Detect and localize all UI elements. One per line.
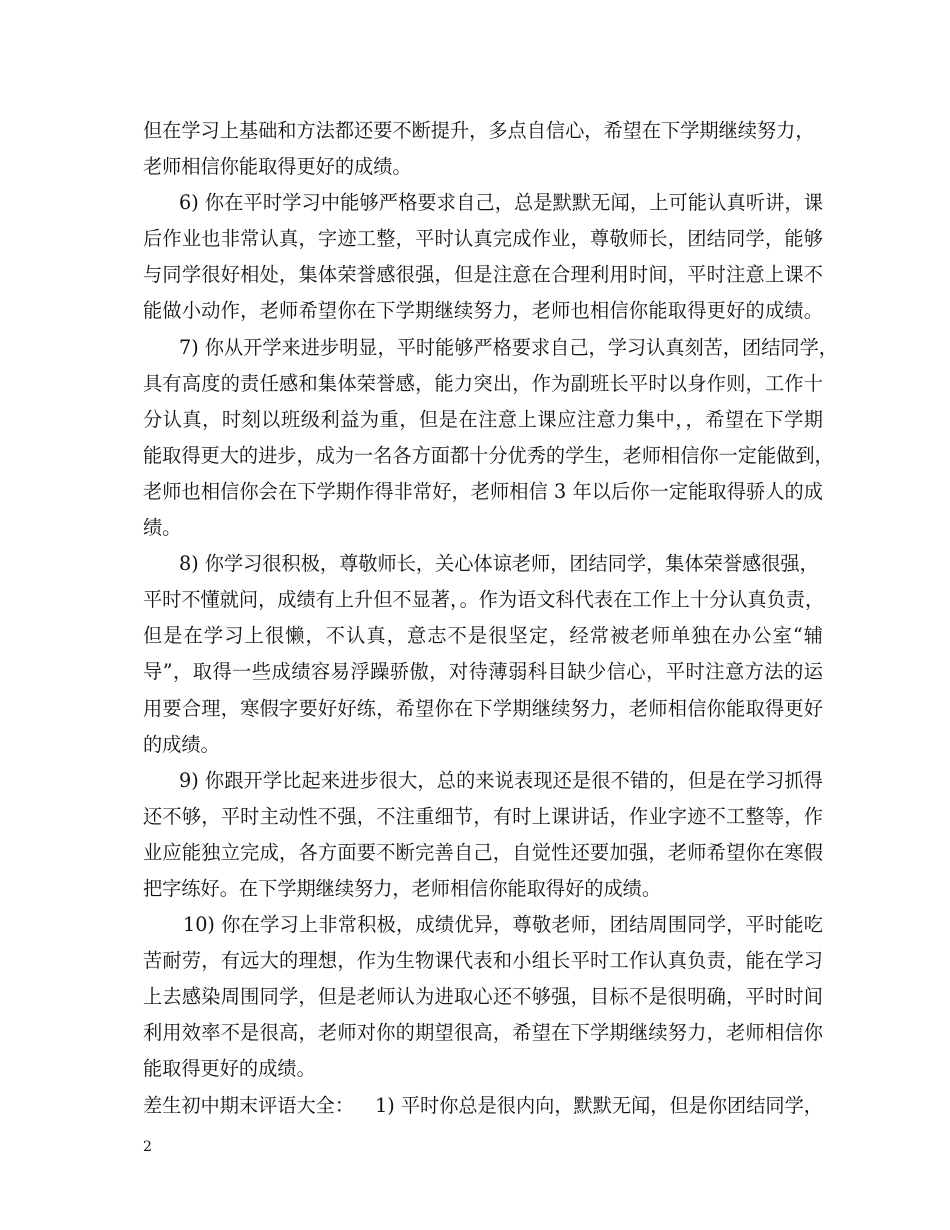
text-line: 能取得更好的成绩。 <box>143 1057 316 1081</box>
text-line: 绩。 <box>143 516 182 540</box>
text-line: 能取得更大的进步，成为一名各方面都十分优秀的学生，老师相信你一定能做到， <box>143 443 834 467</box>
text-line: 与同学很好相处，集体荣誉感很强，但是注意在合理利用时间，平时注意上课不 <box>143 263 823 287</box>
text-line: 后作业也非常认真，字迹工整，平时认真完成作业，尊敬师长，团结同学，能够 <box>143 227 823 251</box>
text-line: 但是在学习上很懒，不认真，意志不是很坚定，经常被老师单独在办公室“辅 <box>143 624 823 648</box>
text-line: 业应能独立完成，各方面要不断完善自己，自觉性还要加强，老师希望你在寒假 <box>143 840 823 864</box>
paragraph-6-start: 6) 你在平时学习中能够严格要求自己，总是默默无闻，上可能认真听讲，课 <box>179 191 823 215</box>
section-heading-label: 差生初中期末评语大全： <box>143 1093 355 1117</box>
text-line: 具有高度的责任感和集体荣誉感，能力突出，作为副班长平时以身作则，工作十 <box>143 371 823 395</box>
text-line: 利用效率不是很高，老师对你的期望很高，希望在下学期继续努力，老师相信你 <box>143 1021 823 1045</box>
paragraph-8-start: 8) 你学习很积极，尊敬师长，关心体谅老师，团结同学，集体荣誉感很强， <box>179 552 819 576</box>
text-line: 把字练好。在下学期继续努力，老师相信你能取得好的成绩。 <box>143 876 662 900</box>
section-first-item: 1) 平时你总是很内向，默默无闻，但是你团结同学， <box>375 1093 823 1117</box>
text-line: 导”，取得一些成绩容易浮躁骄傲，对待薄弱科目缺少信心，平时注意方法的运 <box>143 660 823 684</box>
text-line: 老师相信你能取得更好的成绩。 <box>143 155 412 179</box>
text-line: 能做小动作，老师希望你在下学期继续努力，老师也相信你能取得更好的成绩。 <box>143 299 823 323</box>
text-line: 用要合理，寒假字要好好练，希望你在下学期继续努力，老师相信你能取得更好 <box>143 696 823 720</box>
text-line: 但在学习上基础和方法都还要不断提升，多点自信心，希望在下学期继续努力， <box>143 119 815 142</box>
paragraph-7-start: 7) 你从开学来进步明显，平时能够严格要求自己，学习认真刻苦，团结同学， <box>179 335 838 359</box>
text-line: 的成绩。 <box>143 732 220 756</box>
page-number: 2 <box>143 1139 152 1155</box>
text-line: 苦耐劳，有远大的理想，作为生物课代表和小组长平时工作认真负责，能在学习 <box>143 949 823 973</box>
document-body <box>143 113 838 1124</box>
text-line: 上去感染周围同学，但是老师认为进取心还不够强，目标不是很明确，平时时间 <box>143 985 823 1009</box>
section-heading-line <box>143 1088 823 1124</box>
paragraph-9-start: 9) 你跟开学比起来进步很大，总的来说表现还是很不错的，但是在学习抓得 <box>179 768 823 792</box>
text-line: 分认真，时刻以班级利益为重，但是在注意上课应注意力集中，，希望在下学期 <box>143 407 823 431</box>
text-line: 还不够，平时主动性不强，不注重细节，有时上课讲话，作业字迹不工整等，作 <box>143 804 823 828</box>
text-line: 老师也相信你会在下学期作得非常好，老师相信 3 年以后你一定能取得骄人的成 <box>143 479 823 503</box>
paragraph-10-start: 10) 你在学习上非常积极，成绩优异，尊敬老师，团结周围同学，平时能吃 <box>183 913 823 937</box>
text-line: 平时不懂就问，成绩有上升但不显著，。作为语文科代表在工作上十分认真负责， <box>143 588 825 612</box>
